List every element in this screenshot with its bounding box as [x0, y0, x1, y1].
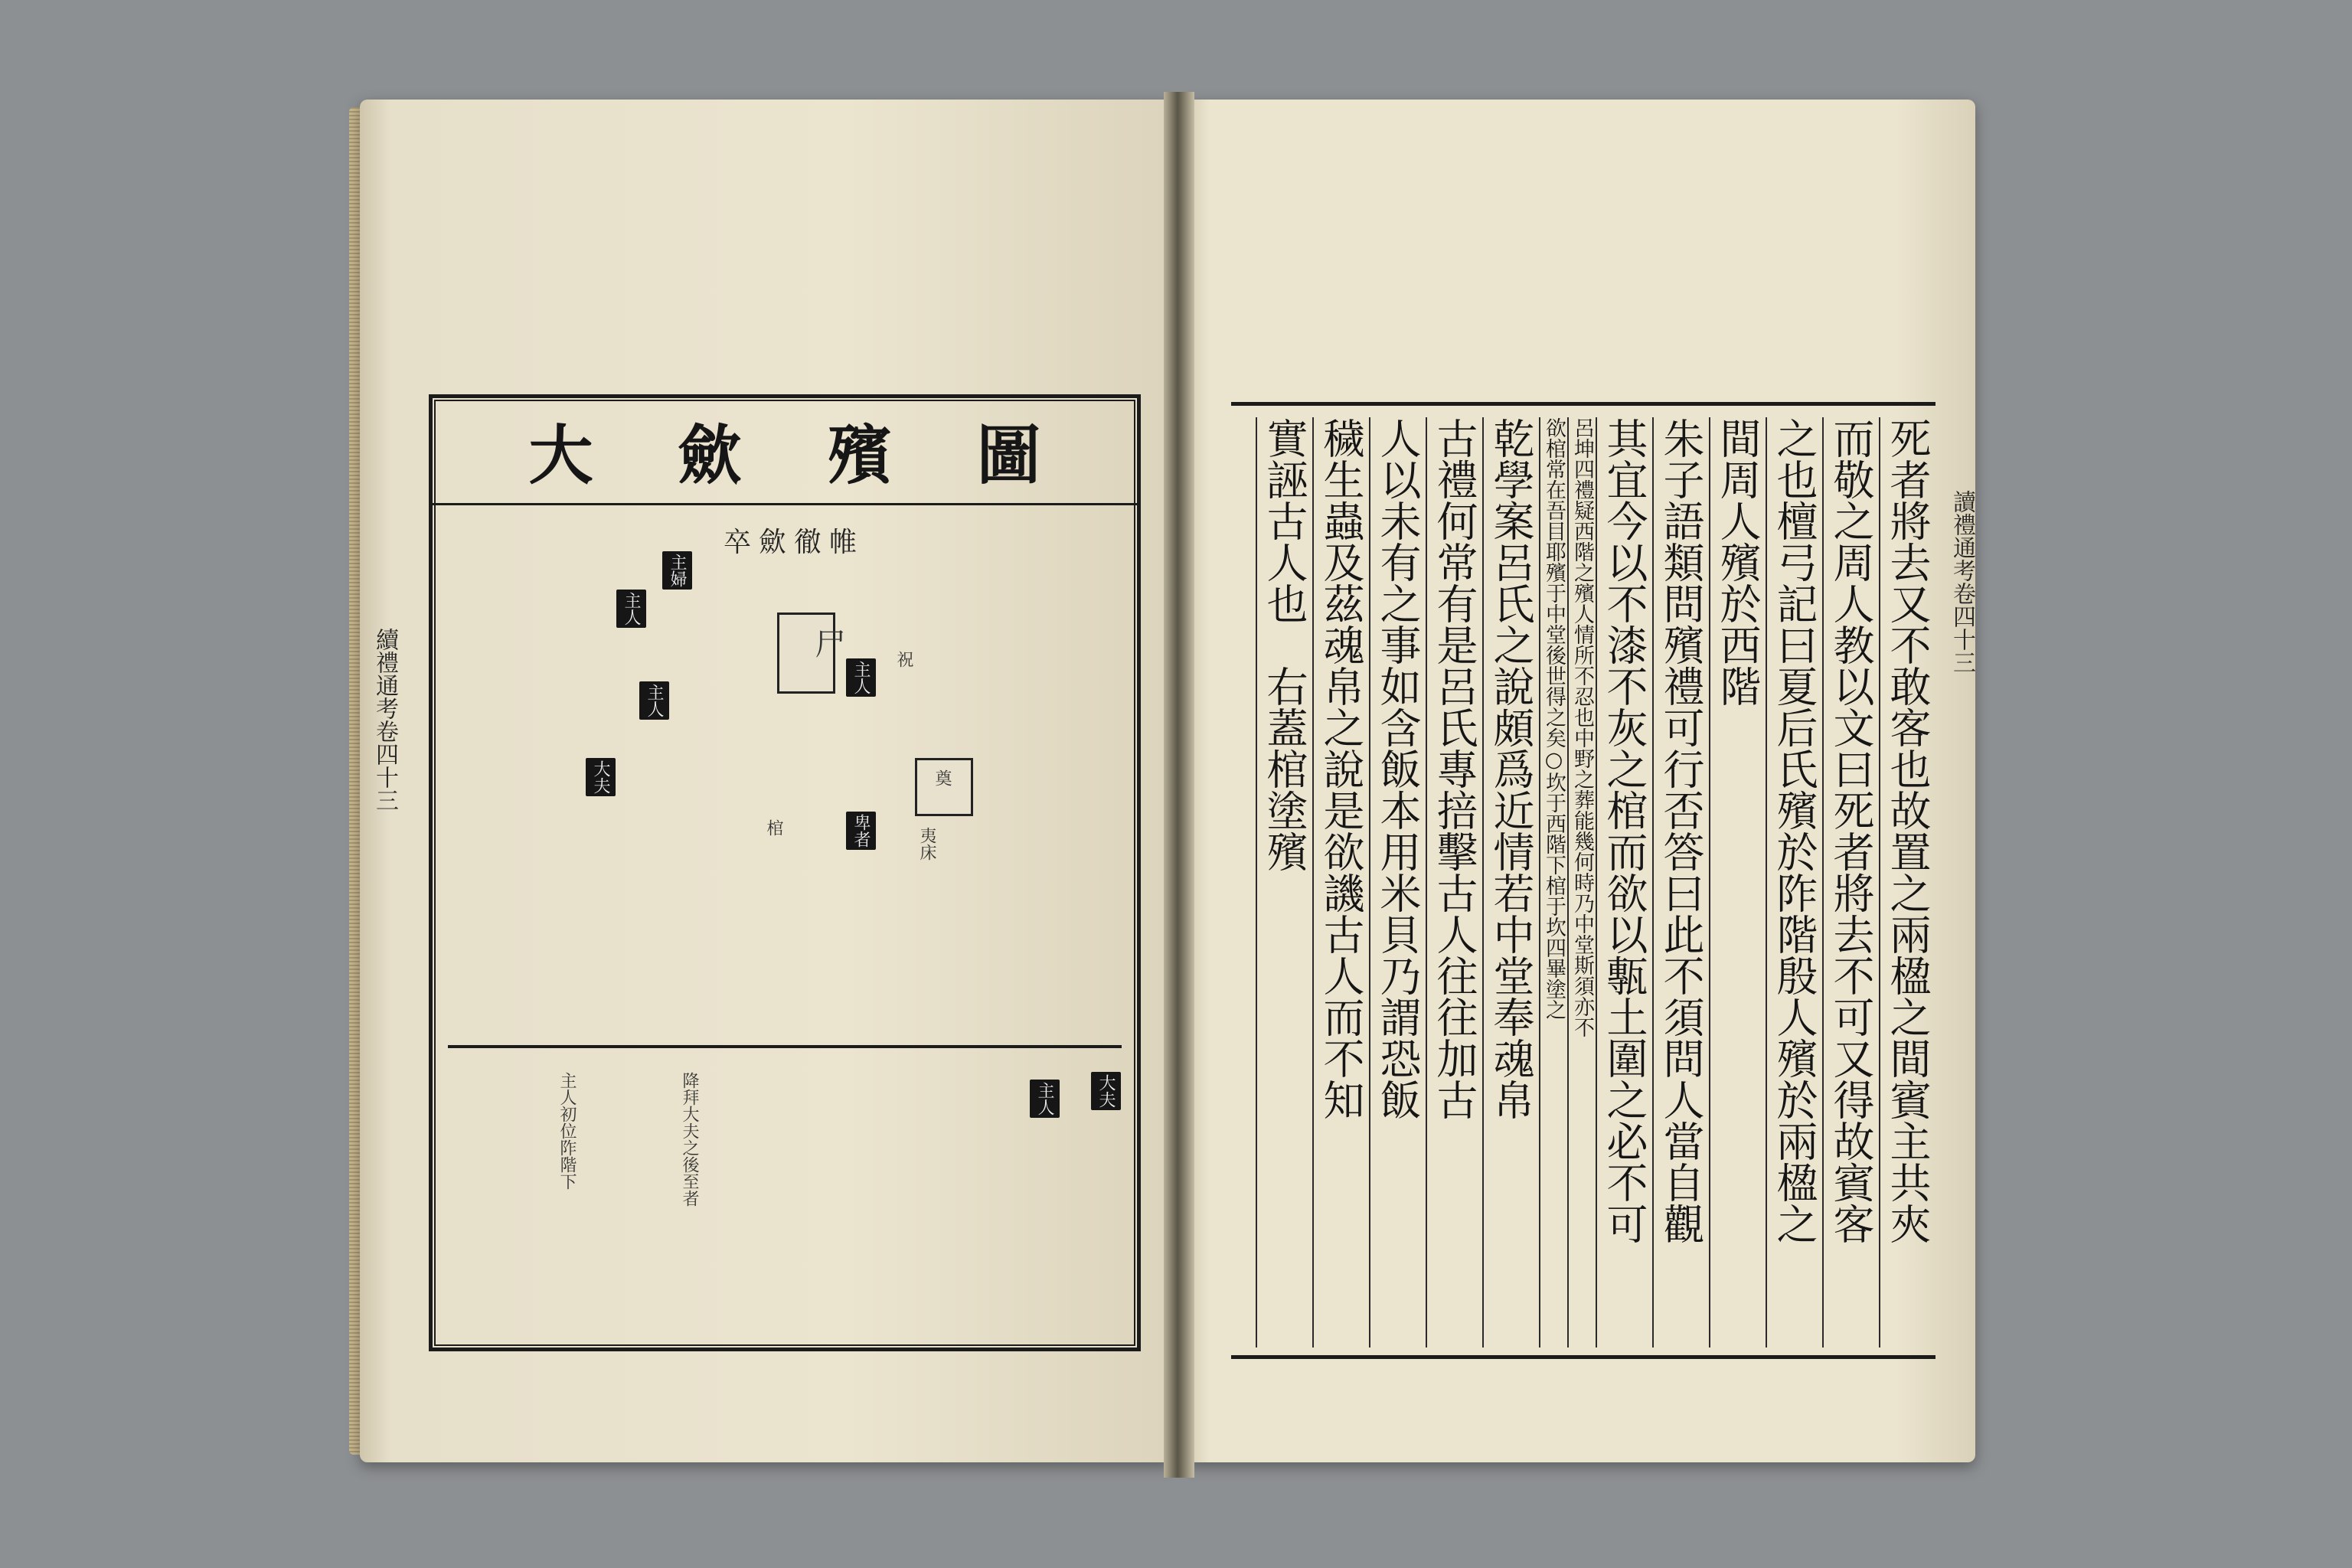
label-corpse: 尸	[810, 628, 845, 658]
title-char: 圖	[976, 417, 1041, 493]
text-column: 而敬之周人教以文曰死者將去不可又得故賓客	[1822, 417, 1879, 1348]
label: 降拜大夫之後至者	[680, 1072, 699, 1207]
marker: 主人	[846, 658, 876, 697]
text-frame	[1231, 402, 1936, 1359]
open-book	[360, 92, 1975, 1478]
right-margin-label: 讀禮通考卷四十三	[1949, 490, 1975, 674]
text-column: 穢生蟲及茲魂帛之說是欲譏古人而不知	[1312, 417, 1369, 1348]
text-column: 古禮何常有是呂氏專掊擊古人往往加古	[1426, 417, 1482, 1348]
text-column: 之也檀弓記曰夏后氏殯於阼階殷人殯於兩楹之	[1766, 417, 1822, 1348]
label: 棺	[764, 819, 783, 836]
marker: 大夫	[1091, 1072, 1121, 1110]
label: 夷床	[917, 827, 936, 861]
text-column: 實誣古人也 右蓋棺塗殯	[1256, 417, 1312, 1348]
diagram-divider	[448, 1045, 1122, 1048]
text-column: 間周人殯於西階	[1709, 417, 1766, 1348]
text-column: 其宜今以不漆不灰之棺而欲以甎土圍之必不可	[1596, 417, 1652, 1348]
marker: 主人	[616, 590, 646, 628]
marker: 卑者	[846, 812, 876, 850]
text-column: 朱子語類問殯禮可行否答曰此不須問人當自觀	[1652, 417, 1709, 1348]
diagram-frame	[429, 394, 1141, 1351]
offering-box	[915, 758, 973, 816]
text-column: 死者將去又不敢客也故置之兩楹之間賓主共夾	[1879, 417, 1936, 1348]
label: 主人初位阼階下	[557, 1072, 577, 1190]
marker: 大夫	[586, 758, 616, 796]
annotation-column: 欲棺常在吾目耶殯于中堂後世得之矣○坎于西階下棺于坎四畢塗之	[1539, 417, 1567, 1348]
top-caption: 卒歛徹帷	[724, 527, 865, 558]
text-column: 人以未有之事如含飯本用米貝乃謂恐飯	[1369, 417, 1426, 1348]
label: 奠	[933, 769, 952, 786]
left-margin-label: 續禮通考卷四十三	[371, 628, 398, 812]
title-char: 歛	[678, 417, 743, 493]
title-char: 殯	[827, 417, 892, 493]
text-column: 乾學案呂氏之說頗爲近情若中堂奉魂帛	[1482, 417, 1539, 1348]
annotation-column: 呂坤四禮疑西階之殯人情所不忍也中野之葬能幾何時乃中堂斯須亦不	[1567, 417, 1596, 1348]
marker: 主人	[639, 681, 669, 720]
diagram-title	[433, 398, 1137, 505]
label: 祝	[894, 651, 913, 668]
marker: 主婦	[662, 551, 692, 590]
marker: 主人	[1030, 1080, 1060, 1118]
book-gutter	[1164, 92, 1194, 1478]
title-char: 大	[528, 417, 593, 493]
